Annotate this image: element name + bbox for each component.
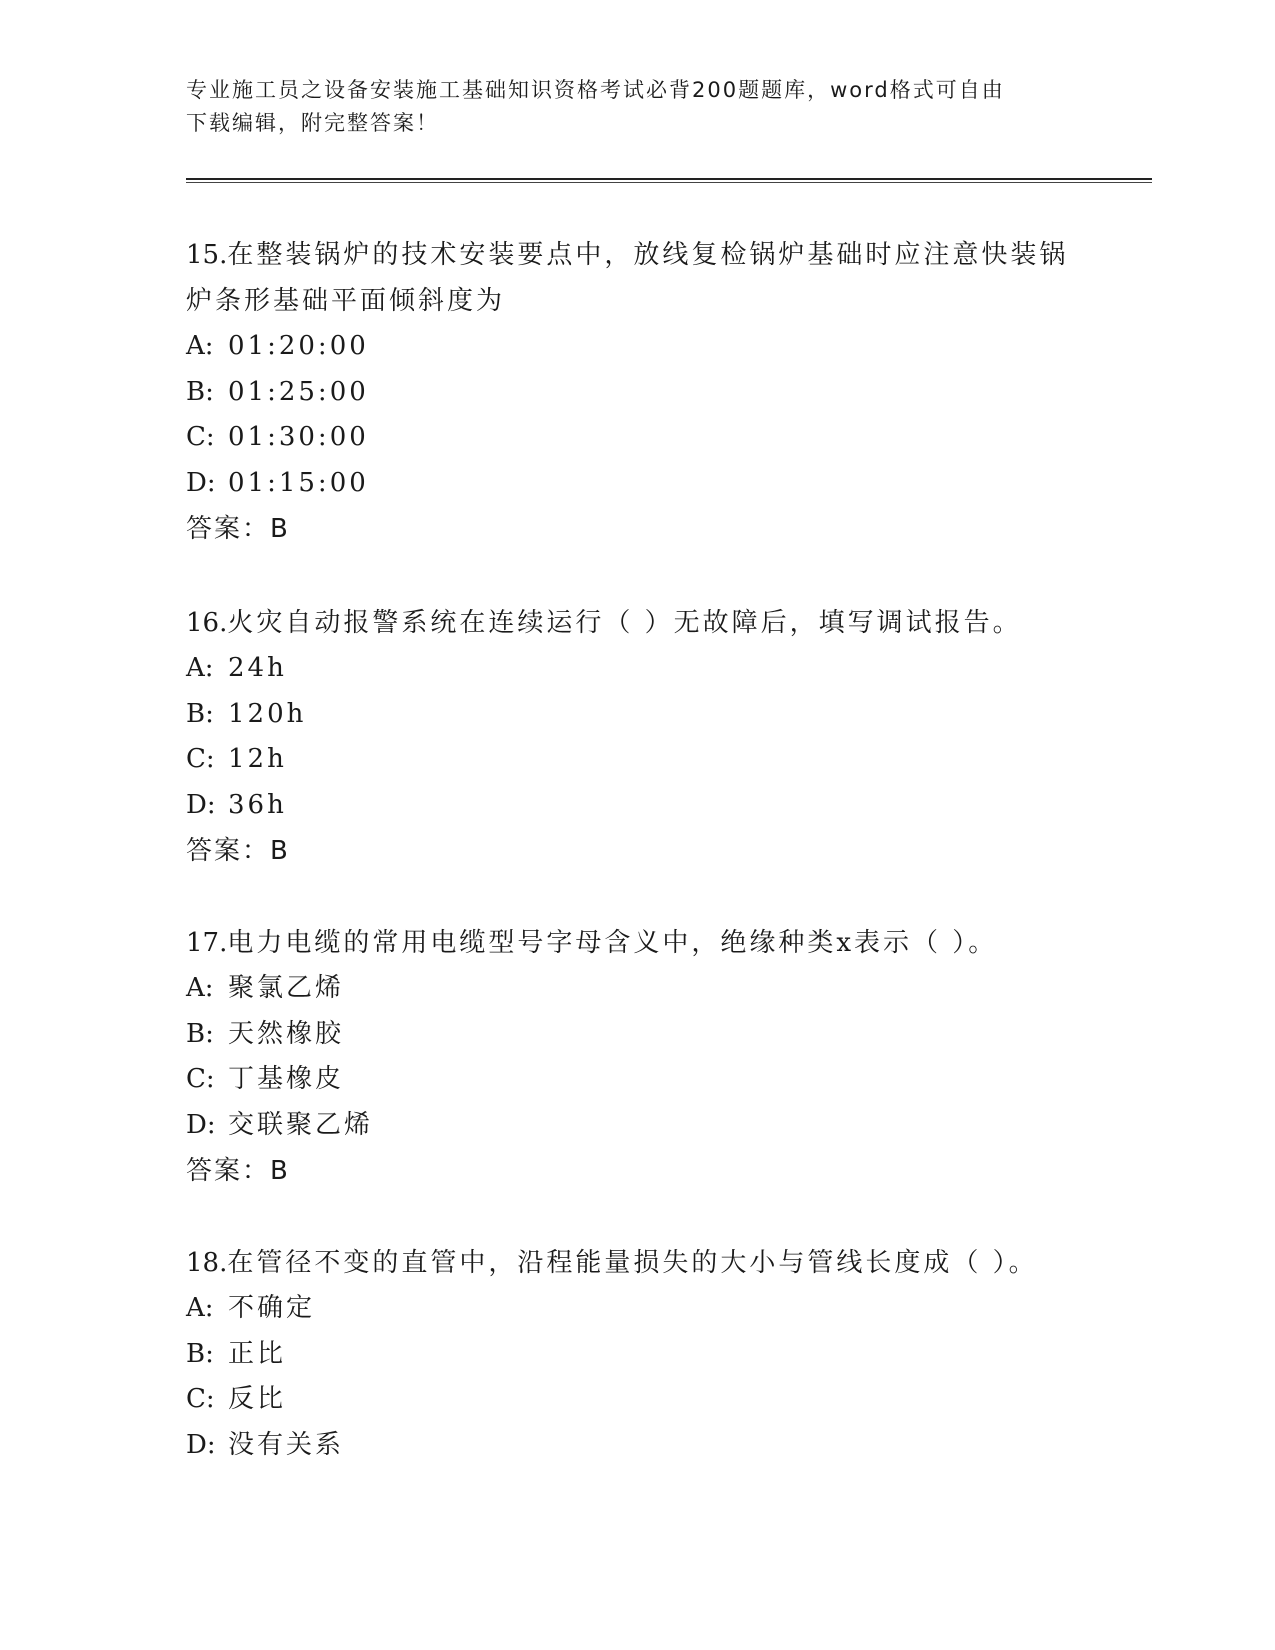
- option-d: [186, 1423, 1086, 1469]
- option-text: 01:30:00: [228, 422, 369, 452]
- option-letter: D:: [186, 789, 216, 820]
- answer-line: 答案：B: [186, 514, 290, 544]
- header-divider-thin: [186, 182, 1152, 183]
- option-b: [186, 692, 1086, 738]
- question-16: [186, 600, 1086, 874]
- answer-line: 答案：B: [186, 836, 290, 866]
- option-letter: A:: [186, 973, 214, 1003]
- option-text: 交联聚乙烯: [228, 1109, 374, 1140]
- option-letter: D:: [186, 1429, 216, 1460]
- option-letter: D:: [186, 467, 216, 498]
- option-c: [186, 415, 1086, 461]
- question-stem: [186, 920, 1086, 966]
- option-c: [186, 1057, 1086, 1103]
- question-number: 17.: [186, 928, 228, 958]
- question-number: 15.: [186, 240, 228, 270]
- option-letter: B:: [186, 376, 214, 407]
- option-text: 不确定: [228, 1293, 316, 1323]
- option-b: [186, 370, 1086, 416]
- option-letter: C:: [186, 422, 215, 452]
- option-text: 反比: [228, 1384, 287, 1414]
- question-stem-line: 在管径不变的直管中，沿程能量损失的大小与管线长度成（ ）。: [227, 1248, 1038, 1278]
- option-letter: A:: [186, 653, 214, 683]
- option-a: [186, 646, 1086, 692]
- option-letter: B:: [186, 698, 214, 729]
- question-stem-continued: 炉条形基础平面倾斜度为: [186, 286, 506, 316]
- question-stem-line: 火灾自动报警系统在连续运行（ ）无故障后，填写调试报告。: [227, 608, 1022, 638]
- option-text: 01:15:00: [228, 467, 369, 498]
- option-c: [186, 1377, 1086, 1423]
- option-letter: A:: [186, 1293, 214, 1323]
- option-letter: A:: [186, 331, 214, 361]
- option-d: [186, 783, 1086, 829]
- question-17: [186, 920, 1086, 1194]
- option-letter: B:: [186, 1338, 214, 1369]
- option-b: [186, 1012, 1086, 1058]
- question-stem: [186, 600, 1086, 646]
- option-letter: C:: [186, 1384, 215, 1414]
- option-c: [186, 737, 1086, 783]
- question-15: [186, 232, 1086, 552]
- question-stem-line: 电力电缆的常用电缆型号字母含义中，绝缘种类x表示（ ）。: [227, 928, 998, 958]
- option-text: 12h: [228, 744, 287, 774]
- option-a: [186, 1286, 1086, 1332]
- question-number: 18.: [186, 1248, 228, 1278]
- question-18: [186, 1240, 1086, 1468]
- question-stem: [186, 232, 1086, 278]
- option-d: [186, 1103, 1086, 1149]
- option-letter: D:: [186, 1109, 216, 1140]
- option-d: [186, 461, 1086, 507]
- option-text: 01:25:00: [228, 376, 369, 407]
- option-text: 丁基橡皮: [228, 1064, 345, 1094]
- header-divider-thick: [186, 178, 1152, 180]
- answer-line: 答案：B: [186, 1156, 290, 1186]
- option-a: [186, 966, 1086, 1012]
- option-text: 120h: [228, 698, 307, 729]
- option-text: 没有关系: [228, 1429, 345, 1460]
- question-stem-line: 在整装锅炉的技术安装要点中，放线复检锅炉基础时应注意快装锅: [227, 240, 1069, 270]
- option-a: [186, 324, 1086, 370]
- option-letter: B:: [186, 1018, 214, 1049]
- question-stem: [186, 1240, 1086, 1286]
- option-text: 正比: [228, 1338, 287, 1369]
- question-number: 16.: [186, 608, 228, 638]
- option-text: 聚氯乙烯: [228, 973, 345, 1003]
- option-letter: C:: [186, 1064, 215, 1094]
- option-b: [186, 1332, 1086, 1378]
- option-text: 36h: [228, 789, 287, 820]
- option-letter: C:: [186, 744, 215, 774]
- option-text: 天然橡胶: [228, 1018, 345, 1049]
- option-text: 24h: [228, 653, 287, 683]
- option-text: 01:20:00: [228, 331, 369, 361]
- header-line-1: 专业施工员之设备安装施工基础知识资格考试必背200题题库，word格式可自由: [186, 78, 1005, 102]
- document-header: [186, 74, 1086, 140]
- header-line-2: 下载编辑，附完整答案！: [186, 111, 439, 135]
